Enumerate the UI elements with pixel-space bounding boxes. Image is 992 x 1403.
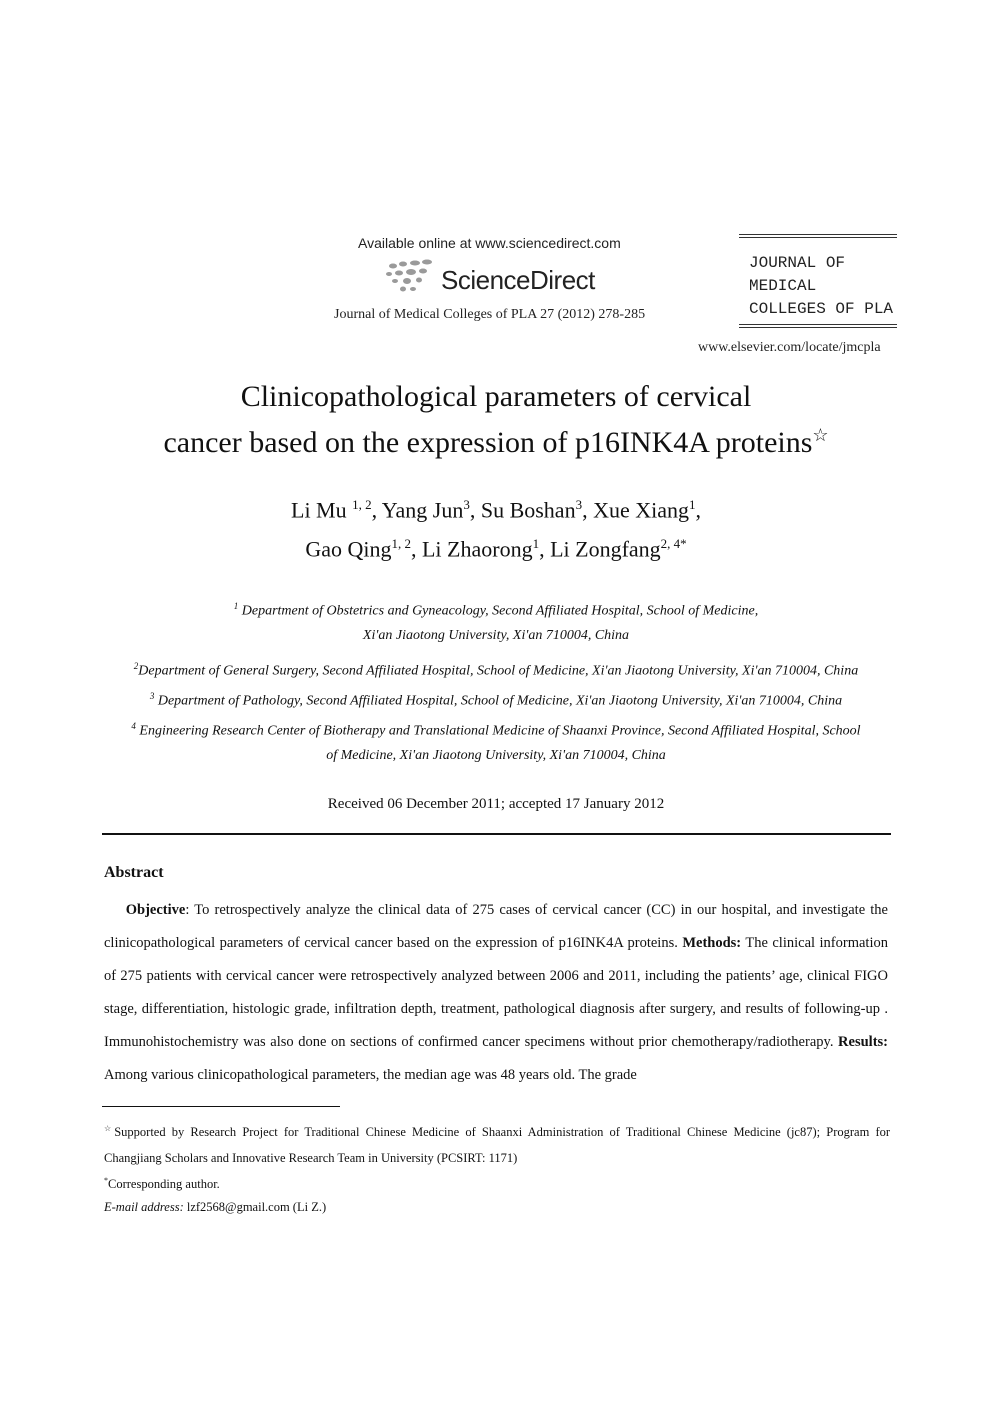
journal-name: [749, 252, 893, 321]
footnote-divider: [102, 1106, 340, 1107]
author-name: , Li Zongfang: [539, 536, 661, 562]
footnote-corresponding: *Corresponding author.: [104, 1176, 220, 1192]
author-list: [0, 488, 992, 567]
received-dates: Received 06 December 2011; accepted 17 January 2012: [327, 796, 665, 812]
affiliation: of Medicine, Xi'an Jiaotong University, Xi'an 710004, China: [326, 748, 666, 763]
affiliation: $^4$ Engineering Research Center of Biotherapy and Translational Medicine of Shaanxi Province, Second Affiliated Hospital, School: [131, 721, 861, 739]
footnote-email: E-mail address: lzf2568@gmail.com (Li Z.): [104, 1200, 327, 1214]
affiliation: $^1$ Department of Obstetrics and Gyneacology, Second Affiliated Hospital, School of Medicine,: [233, 601, 759, 619]
sciencedirect-dots-icon: [383, 257, 439, 297]
email-address[interactable]: lzf2568@gmail.com (Li Z.): [183, 1200, 327, 1214]
journal-url[interactable]: www.elsevier.com/locate/jmcpla: [698, 340, 881, 355]
results-label: Results:: [838, 1034, 888, 1050]
author-name: Li Mu: [291, 497, 347, 523]
abstract-heading: Abstract: [104, 864, 164, 881]
journal-name-line: MEDICAL: [749, 277, 817, 295]
author-line-1: Li Mu $^{1, 2}$, Yang Jun$^3$, Su Boshan$^3$, Xue Xiang$^1$,: [291, 497, 701, 523]
author-name: , Yang Jun: [371, 497, 464, 523]
author-name: , Xue Xiang: [582, 497, 689, 523]
journal-name-line: COLLEGES OF PLA: [749, 300, 894, 318]
sciencedirect-wordmark: ScienceDirect: [441, 265, 595, 295]
methods-label: Methods:: [682, 935, 742, 951]
affiliation: $^3$ Department of Pathology, Second Affiliated Hospital, School of Medicine, Xi'an Jiaotong University, Xi'an 710004, China: [149, 691, 843, 709]
title-line-1: Clinicopathological parameters of cervical: [240, 380, 752, 413]
available-online-text: Available online at www.sciencedirect.com: [358, 235, 621, 251]
author-name: , Li Zhaorong: [410, 536, 533, 562]
title-star-footnote-mark: ☆: [812, 425, 829, 445]
title-line-2: cancer based on the expression of p16INK4A proteins☆: [163, 425, 829, 459]
journal-name-box: [739, 234, 897, 328]
article-title: [0, 378, 992, 462]
footnote-support: ☆Supported by Research Project for Traditional Chinese Medicine of Shaanxi Administration of Traditional Chinese Medicine (jc87); Program for Changjiang Scholars and Innovative Research Team in University (PCSIRT: 1171): [104, 1124, 891, 1166]
author-line-2: Gao Qing$^{1, 2}$, Li Zhaorong$^1$, Li Zongfang$^{2, 4*}$: [305, 536, 687, 562]
abstract-body: Objective: To retrospectively analyze the clinical data of 275 cases of cervical cancer (CC) in our hospital, and investigate the clinicopathological parameters of cervical cancer based on the expression of p16INK4A proteins. Methods: The clinical information of 275 patients with cervical cancer were retrospectively analyzed between 2006 and 2011, including the patients’ age, clinical FIGO stage, differentiation, histologic grade, infiltration depth, treatment, pathological diagnosis after surgery, and results of following-up . Immunohistochemistry was also done on sections of confirmed cancer specimens without prior chemotherapy/radiotherapy. Results: Among various clinicopathological parameters, the median age was 48 years old. The grade: [104, 902, 888, 1083]
objective-label: Objective: [125, 902, 186, 918]
affiliation: $^2$Department of General Surgery, Second Affiliated Hospital, School of Medicine, Xi'an Jiaotong University, Xi'an 710004, China: [133, 661, 859, 679]
journal-citation: Journal of Medical Colleges of PLA 27 (2012) 278-285: [334, 307, 646, 322]
author-name: , Su Boshan: [469, 497, 576, 523]
journal-name-line: JOURNAL OF: [749, 254, 846, 272]
divider: [102, 833, 891, 835]
affiliation: Xi'an Jiaotong University, Xi'an 710004, China: [362, 628, 630, 643]
author-name: Gao Qing: [305, 536, 392, 562]
